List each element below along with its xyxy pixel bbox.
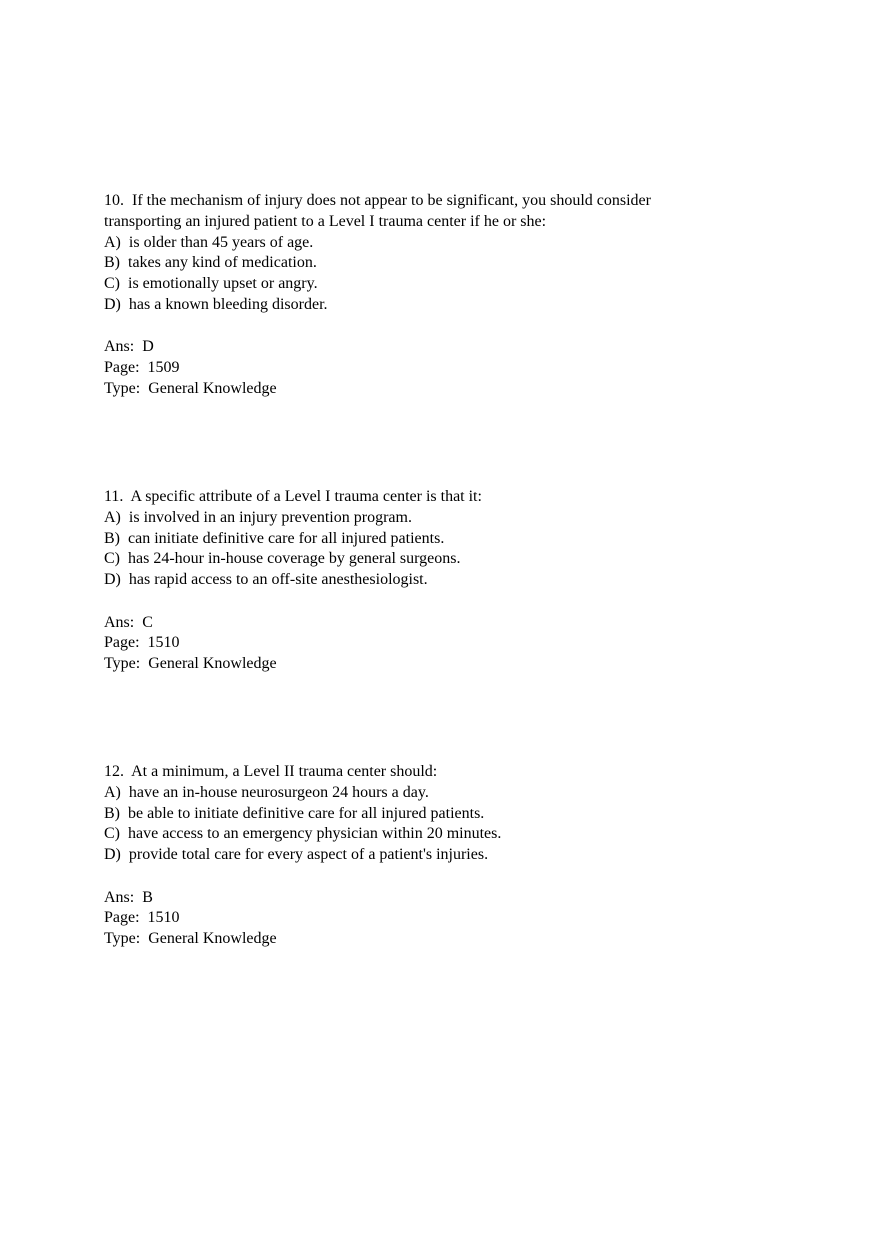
option-d <box>104 570 804 591</box>
spacer <box>104 591 804 613</box>
option-letter: D) <box>104 846 121 864</box>
type-label: Type: <box>104 379 141 397</box>
option-text: have access to an emergency physician within 20 minutes. <box>128 825 502 843</box>
type-line <box>104 654 804 675</box>
question-stem-text: A specific attribute of a Level I trauma center is that it: <box>130 488 482 505</box>
answer-value: D <box>142 338 154 356</box>
type-value: General Knowledge <box>148 930 277 948</box>
type-label: Type: <box>104 655 141 673</box>
option-text: has a known bleeding disorder. <box>128 295 328 313</box>
option-text: be able to initiate definitive care for all injured patients. <box>128 804 485 822</box>
option-text: have an in-house neurosurgeon 24 hours a day. <box>128 783 429 801</box>
option-letter: B) <box>104 254 120 272</box>
spacer <box>104 866 804 888</box>
option-letter: D) <box>104 571 121 589</box>
option-a <box>104 508 804 529</box>
option-text: takes any kind of medication. <box>128 254 317 272</box>
option-text: has 24-hour in-house coverage by general surgeons. <box>128 550 461 568</box>
question-10 <box>104 191 804 400</box>
type-value: General Knowledge <box>148 379 277 397</box>
option-b <box>104 804 804 825</box>
page-label: Page: <box>104 909 140 927</box>
option-letter: A) <box>104 233 121 251</box>
question-stem-text: If the mechanism of injury does not appear to be significant, you should consider <box>132 192 651 209</box>
question-stem-line <box>104 762 804 783</box>
answer-label: Ans: <box>104 338 135 356</box>
option-letter: B) <box>104 804 120 822</box>
spacer <box>104 316 804 338</box>
option-letter: A) <box>104 783 121 801</box>
answer-value: C <box>142 613 153 631</box>
page-value: 1510 <box>147 909 180 927</box>
type-line <box>104 379 804 400</box>
answer-label: Ans: <box>104 888 135 906</box>
option-c <box>104 549 804 570</box>
option-letter: C) <box>104 825 120 843</box>
page-value: 1509 <box>147 359 180 377</box>
answer-label: Ans: <box>104 613 135 631</box>
option-d <box>104 295 804 316</box>
answer-line <box>104 613 804 634</box>
option-letter: C) <box>104 275 120 293</box>
option-c <box>104 824 804 845</box>
option-letter: B) <box>104 529 120 547</box>
question-number: 11. <box>104 488 124 505</box>
option-b <box>104 253 804 274</box>
option-d <box>104 845 804 866</box>
type-line <box>104 929 804 950</box>
question-11 <box>104 487 804 675</box>
option-a <box>104 783 804 804</box>
question-stem-line: transporting an injured patient to a Level I trauma center if he or she: <box>104 212 547 230</box>
question-stem-line <box>104 191 804 212</box>
option-text: can initiate definitive care for all injured patients. <box>128 529 445 547</box>
question-12 <box>104 762 804 950</box>
type-label: Type: <box>104 930 141 948</box>
option-b <box>104 529 804 550</box>
answer-line <box>104 888 804 909</box>
answer-value: B <box>142 888 153 906</box>
question-number: 12. <box>104 763 124 780</box>
question-stem-text: At a minimum, a Level II trauma center should: <box>131 763 438 780</box>
option-text: is older than 45 years of age. <box>128 233 314 251</box>
page-value: 1510 <box>147 634 180 652</box>
page-line <box>104 358 804 379</box>
page-label: Page: <box>104 634 140 652</box>
type-value: General Knowledge <box>148 655 277 673</box>
option-text: is emotionally upset or angry. <box>128 275 318 293</box>
option-text: is involved in an injury prevention program. <box>128 508 412 526</box>
answer-line <box>104 337 804 358</box>
option-c <box>104 274 804 295</box>
question-stem-line <box>104 487 804 508</box>
option-text: has rapid access to an off-site anesthesiologist. <box>128 571 428 589</box>
page-line <box>104 908 804 929</box>
option-a <box>104 233 804 254</box>
question-number: 10. <box>104 192 124 209</box>
option-letter: C) <box>104 550 120 568</box>
page-label: Page: <box>104 359 140 377</box>
page-line <box>104 633 804 654</box>
option-letter: D) <box>104 295 121 313</box>
option-text: provide total care for every aspect of a patient's injuries. <box>128 846 489 864</box>
option-letter: A) <box>104 508 121 526</box>
